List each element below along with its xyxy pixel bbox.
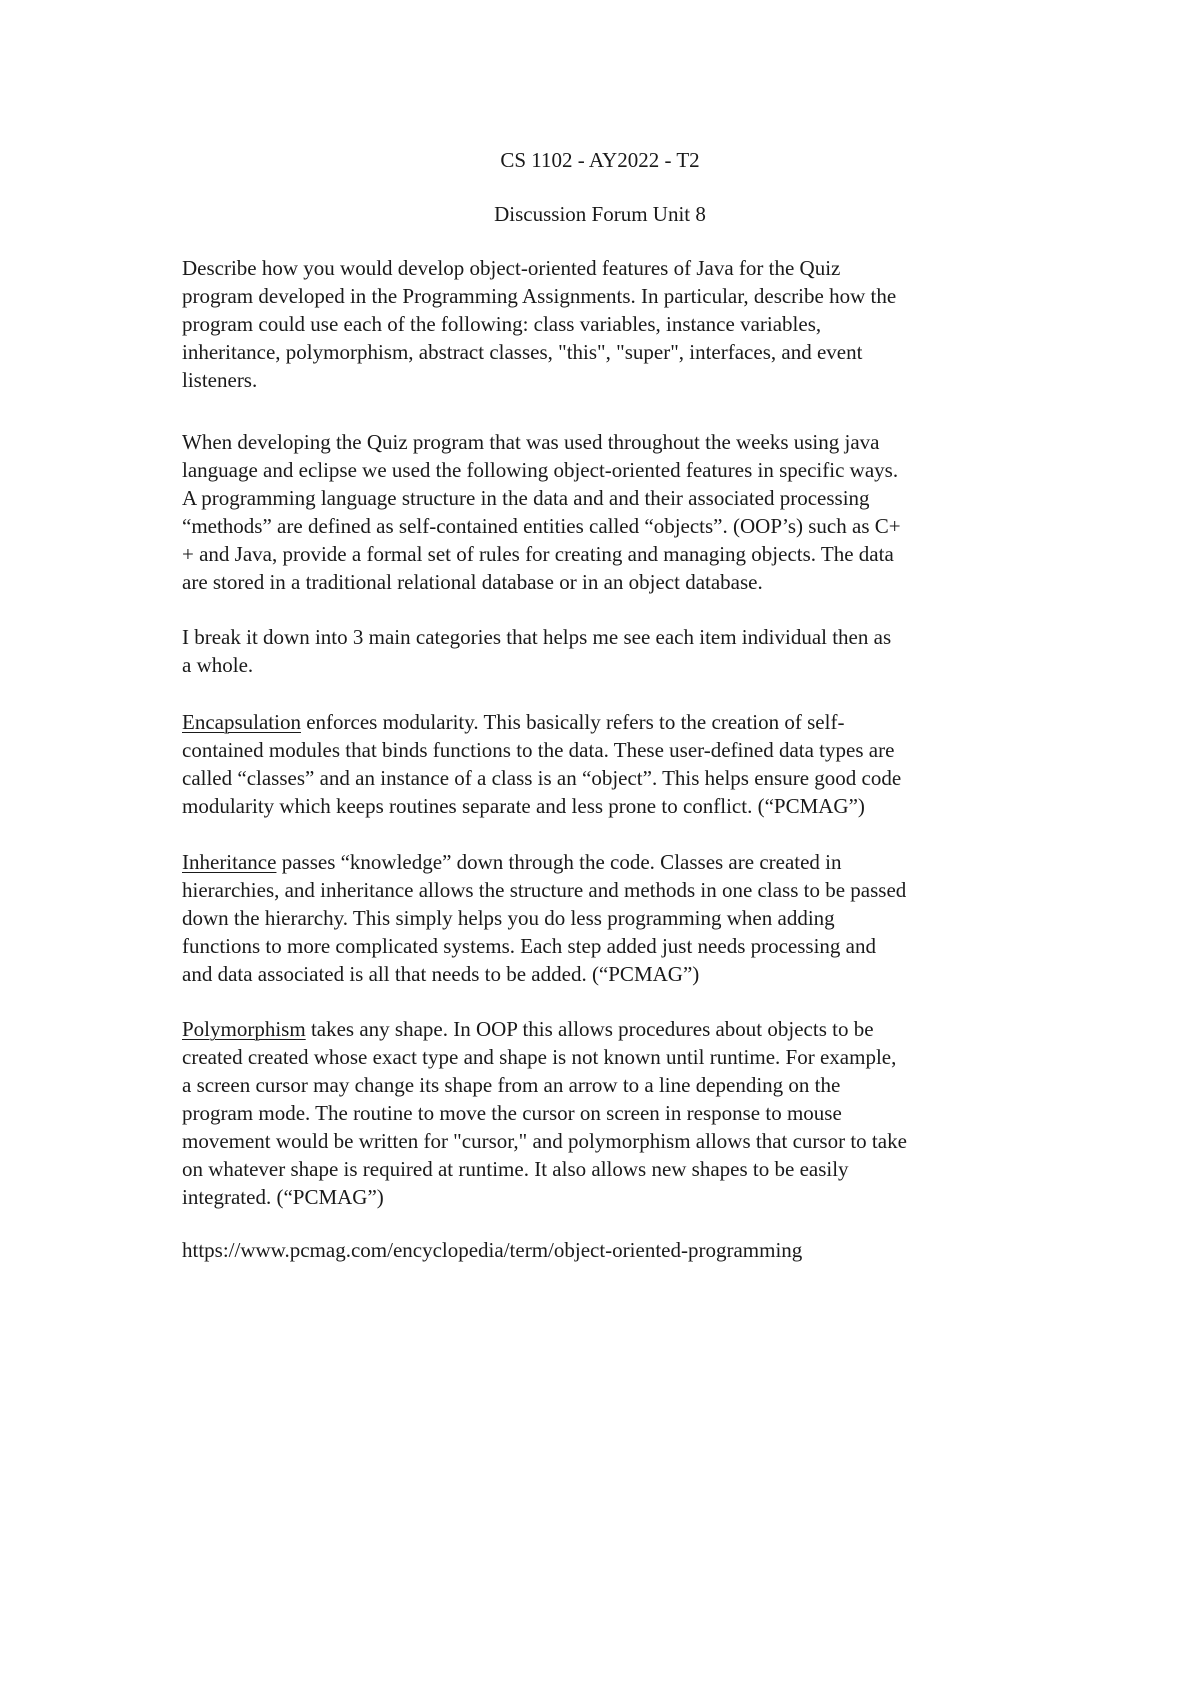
inheritance-term: Inheritance [182, 850, 277, 874]
answer-intro-line: language and eclipse we used the following object-oriented features in specific ways. [182, 458, 899, 482]
polymorphism-line: program mode. The routine to move the cursor on screen in response to mouse [182, 1101, 842, 1125]
encapsulation-paragraph [182, 708, 1032, 820]
prompt-line: inheritance, polymorphism, abstract classes, "this", "super", interfaces, and event [182, 340, 863, 364]
answer-intro-line: When developing the Quiz program that was used throughout the weeks using java [182, 430, 880, 454]
prompt-line: program developed in the Programming Assignments. In particular, describe how the [182, 284, 897, 308]
categories-intro-paragraph [182, 623, 1032, 679]
encapsulation-first-line-rest: enforces modularity. This basically refers to the creation of self- [300, 710, 845, 734]
encapsulation-line: modularity which keeps routines separate and less prone to conflict. (“PCMAG”) [182, 794, 865, 818]
answer-intro-line: A programming language structure in the data and and their associated processing [182, 486, 870, 510]
polymorphism-line: movement would be written for "cursor," and polymorphism allows that cursor to take [182, 1129, 907, 1153]
prompt-paragraph [182, 254, 1032, 394]
inheritance-first-line-rest: passes “knowledge” down through the code. Classes are created in [276, 850, 842, 874]
categories-intro-line: I break it down into 3 main categories that helps me see each item individual then as [182, 625, 892, 649]
inheritance-line: and data associated is all that needs to be added. (“PCMAG”) [182, 962, 700, 986]
answer-intro-paragraph [182, 428, 1032, 596]
reference-paragraph [182, 1236, 1032, 1264]
polymorphism-term: Polymorphism [182, 1017, 306, 1041]
prompt-line: Describe how you would develop object-oriented features of Java for the Quiz [182, 256, 841, 280]
encapsulation-line: called “classes” and an instance of a class is an “object”. This helps ensure good code [182, 766, 902, 790]
polymorphism-line: created created whose exact type and shape is not known until runtime. For example, [182, 1045, 897, 1069]
encapsulation-first-line [182, 708, 1032, 736]
reference-url: https://www.pcmag.com/encyclopedia/term/object-oriented-programming [182, 1238, 803, 1262]
answer-intro-line: + and Java, provide a formal set of rules for creating and managing objects. The data [182, 542, 894, 566]
polymorphism-line: integrated. (“PCMAG”) [182, 1185, 384, 1209]
prompt-line: program could use each of the following: class variables, instance variables, [182, 312, 822, 336]
inheritance-line: down the hierarchy. This simply helps you do less programming when adding [182, 906, 835, 930]
polymorphism-first-line-rest: takes any shape. In OOP this allows procedures about objects to be [305, 1017, 874, 1041]
inheritance-line: functions to more complicated systems. Each step added just needs processing and [182, 934, 876, 958]
unit-title: Discussion Forum Unit 8 [494, 202, 706, 226]
encapsulation-term: Encapsulation [182, 710, 301, 734]
course-title: CS 1102 - AY2022 - T2 [500, 148, 700, 172]
categories-intro-line: a whole. [182, 653, 254, 677]
prompt-line: listeners. [182, 368, 258, 392]
polymorphism-line: on whatever shape is required at runtime. It also allows new shapes to be easily [182, 1157, 849, 1181]
polymorphism-line: a screen cursor may change its shape from an arrow to a line depending on the [182, 1073, 841, 1097]
encapsulation-line: contained modules that binds functions to the data. These user-defined data types are [182, 738, 895, 762]
polymorphism-paragraph [182, 1015, 1032, 1211]
polymorphism-first-line [182, 1015, 1032, 1043]
answer-intro-line: are stored in a traditional relational database or in an object database. [182, 570, 763, 594]
inheritance-paragraph [182, 848, 1032, 988]
answer-intro-line: “methods” are defined as self-contained entities called “objects”. (OOP’s) such as C+ [182, 514, 901, 538]
inheritance-line: hierarchies, and inheritance allows the structure and methods in one class to be passed [182, 878, 907, 902]
inheritance-first-line [182, 848, 1032, 876]
